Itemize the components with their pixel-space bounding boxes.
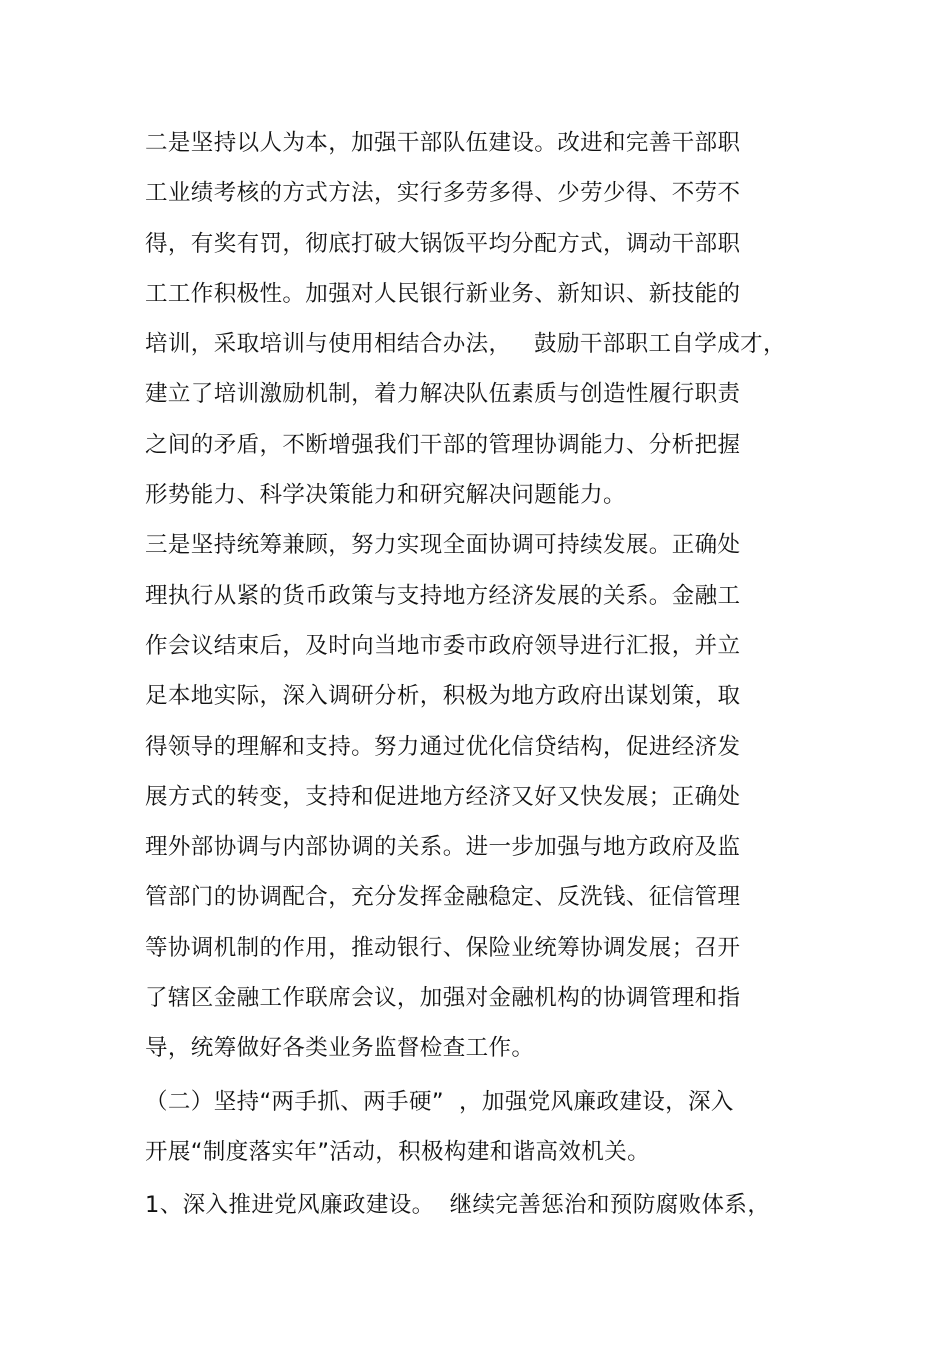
- text-line: 建立了培训激励机制，着力解决队伍素质与创造性履行职责: [145, 381, 741, 408]
- text-line: 理外部协调与内部协调的关系。进一步加强与地方政府及监: [145, 834, 741, 861]
- text-line: 管部门的协调配合，充分发挥金融稳定、反洗钱、征信管理: [145, 884, 741, 911]
- text-line: 工工作积极性。加强对人民银行新业务、新知识、新技能的: [145, 280, 741, 307]
- text-line: 导，统筹做好各类业务监督检查工作。: [145, 1035, 535, 1062]
- text-line: 得，有奖有罚，彻底打破大锅饭平均分配方式，调动干部职: [145, 230, 741, 257]
- text-line: 等协调机制的作用，推动银行、保险业统筹协调发展；召开: [145, 934, 741, 961]
- text-line: 之间的矛盾，不断增强我们干部的管理协调能力、分析把握: [145, 431, 741, 458]
- text-line: 三是坚持统筹兼顾，努力实现全面协调可持续发展。正确处: [145, 532, 741, 559]
- text-line: 培训，采取培训与使用相结合办法， 鼓励干部职工自学成才，: [145, 331, 786, 358]
- text-line: 得领导的理解和支持。努力通过优化信贷结构，促进经济发: [145, 733, 741, 760]
- text-line: 了辖区金融工作联席会议，加强对金融机构的协调管理和指: [145, 985, 741, 1012]
- body-text: [145, 118, 835, 1231]
- text-line: 理执行从紧的货币政策与支持地方经济发展的关系。金融工: [145, 582, 741, 609]
- text-line: 工业绩考核的方式方法，实行多劳多得、少劳少得、不劳不: [145, 180, 741, 207]
- text-line: 形势能力、科学决策能力和研究解决问题能力。: [145, 482, 626, 509]
- text-line: 作会议结束后，及时向当地市委市政府领导进行汇报，并立: [145, 632, 741, 659]
- numbered-item: 1、深入推进党风廉政建设。 继续完善惩治和预防腐败体系，: [145, 1192, 771, 1219]
- text-line: 二是坚持以人为本，加强干部队伍建设。改进和完善干部职: [145, 130, 741, 156]
- text-line: 足本地实际，深入调研分析，积极为地方政府出谋划策，取: [145, 683, 741, 710]
- section-heading: （二）坚持“两手抓、两手硬” ，加强党风廉政建设，深入: [145, 1088, 734, 1115]
- section-heading-cont: 开展“制度落实年”活动，积极构建和谐高效机关。: [145, 1138, 651, 1165]
- text-line: 展方式的转变，支持和促进地方经济又好又快发展；正确处: [145, 783, 741, 810]
